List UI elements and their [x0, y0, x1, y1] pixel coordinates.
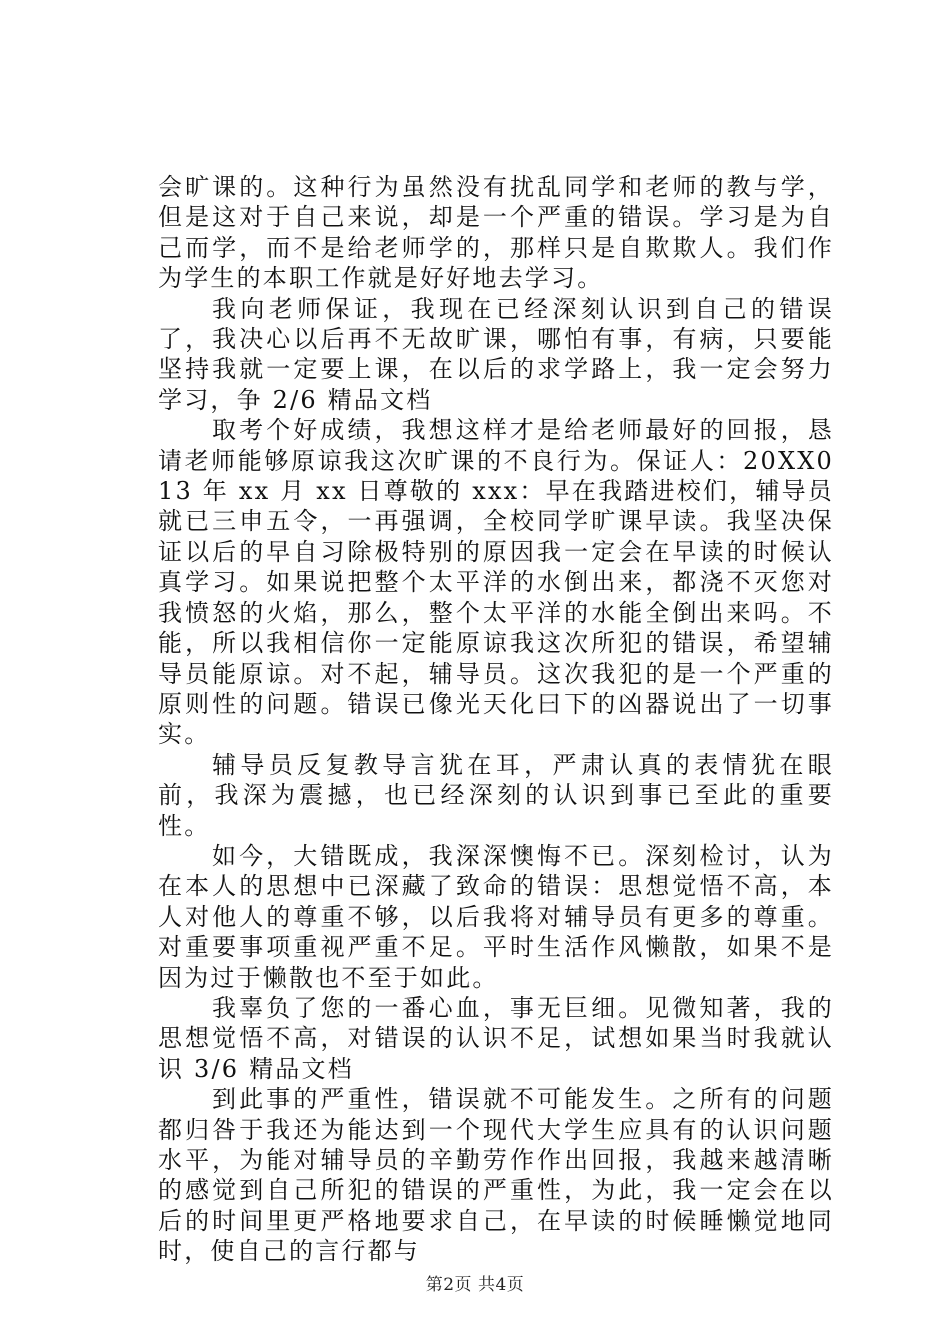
- paragraph-1: 会旷课的。这种行为虽然没有扰乱同学和老师的教与学，但是这对于自己来说，却是一个严重的错误。学习是为自己而学，而不是给老师学的，那样只是自欺欺人。我们作为学生的本职工作就是好好地去学习。: [158, 173, 834, 293]
- paragraph-7: 到此事的严重性，错误就不可能发生。之所有的问题都归咎于我还为能达到一个现代大学生应具有的认识问题水平，为能对辅导员的辛勤劳作作出回报，我越来越清晰的感觉到自己所犯的错误的严重性，为此，我一定会在以后的时间里更严格地要求自己，在早读的时候睡懒觉地同时，使自己的言行都与: [158, 1085, 834, 1266]
- paragraph-4: 辅导员反复教导言犹在耳，严肃认真的表情犹在眼前，我深为震撼，也已经深刻的认识到事已至此的重要性。: [158, 750, 834, 840]
- paragraph-2: 我向老师保证，我现在已经深刻认识到自己的错误了，我决心以后再不无故旷课，哪怕有事，有病，只要能坚持我就一定要上课，在以后的求学路上，我一定会努力学习，争 2/6 精品文档: [158, 294, 834, 414]
- paragraph-6: 我辜负了您的一番心血，事无巨细。见微知著，我的思想觉悟不高，对错误的认识不足，试想如果当时我就认识 3/6 精品文档: [158, 993, 834, 1083]
- paragraph-3: 取考个好成绩，我想这样才是给老师最好的回报，恳请老师能够原谅我这次旷课的不良行为。保证人：20XX013 年 xx 月 xx 日尊敬的 xxx：早在我踏进校们，辅导员就已三申五令，一再强调，全校同学旷课早读。我坚决保证以后的早自习除极特别的原因我一定会在早读的时候认真学习。如果说把整个太平洋的水倒出来，都浇不灭您对我愤怒的火焰，那么，整个太平洋的水能全倒出来吗。不能，所以我相信你一定能原谅我这次所犯的错误，希望辅导员能原谅。对不起，辅导员。这次我犯的是一个严重的原则性的问题。错误已像光天化曰下的凶器说出了一切事实。: [158, 416, 834, 749]
- document-body: [158, 172, 834, 1267]
- paragraph-5: 如今，大错既成，我深深懊悔不已。深刻检讨，认为在本人的思想中已深藏了致命的错误：思想觉悟不高，本人对他人的尊重不够，以后我将对辅导员有更多的尊重。对重要事项重视严重不足。平时生活作风懒散，如果不是因为过于懒散也不至于如此。: [158, 841, 834, 992]
- page-number-footer: 第2页 共4页: [425, 1275, 525, 1295]
